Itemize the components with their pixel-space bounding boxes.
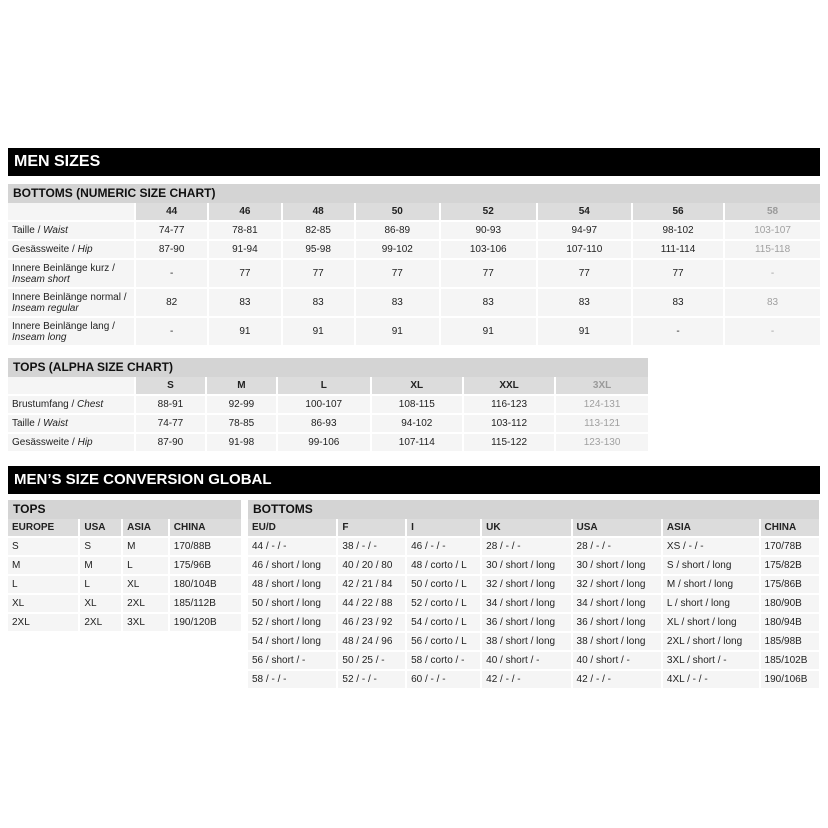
conversion-cell: 54 / short / long (248, 633, 336, 650)
conversion-cell: 52 / short / long (248, 614, 336, 631)
conversion-cell: 60 / - / - (407, 671, 480, 688)
conversion-cell: 180/104B (170, 576, 241, 593)
measurement-value: 116-123 (464, 396, 554, 413)
conversion-cell: 42 / - / - (573, 671, 661, 688)
conversion-cell: 38 / - / - (338, 538, 405, 555)
conversion-cell: 170/78B (761, 538, 819, 555)
conversion-cell: 175/86B (761, 576, 819, 593)
conversion-cell: 180/90B (761, 595, 819, 612)
measurement-value: 83 (356, 289, 439, 316)
measurement-value: 91 (538, 318, 631, 345)
column-header: EU/D (248, 519, 336, 536)
column-header: USA (573, 519, 661, 536)
header-row (248, 519, 819, 536)
conversion-cell: 46 / 23 / 92 (338, 614, 405, 631)
measurement-value: 90-93 (441, 222, 536, 239)
conversion-cell: 28 / - / - (573, 538, 661, 555)
measurement-label-en: Chest (77, 399, 104, 410)
measurement-value: 111-114 (633, 241, 723, 258)
measurement-value: 87-90 (136, 241, 207, 258)
measurement-label-en: Inseam long (12, 331, 67, 343)
measurement-value: 74-77 (136, 415, 205, 432)
men-sizes-title: MEN SIZES (8, 148, 820, 176)
conversion-cell: 48 / short / long (248, 576, 336, 593)
measurement-value: 115-122 (464, 434, 554, 451)
measurement-value: 98-102 (633, 222, 723, 239)
measurement-value: 107-114 (372, 434, 462, 451)
measurement-value: 103-112 (464, 415, 554, 432)
conversion-cell: 56 / short / - (248, 652, 336, 669)
conversion-cell: 34 / short / long (482, 595, 570, 612)
measurement-label (8, 241, 134, 258)
measurement-value: 103-107 (725, 222, 820, 239)
conversion-cell: 52 / - / - (338, 671, 405, 688)
conversion-cell: 46 / short / long (248, 557, 336, 574)
measurement-label-de: Taille / (12, 225, 44, 236)
conversion-row (8, 595, 241, 612)
measurement-label-de: Gesässweite / (12, 244, 78, 255)
conversion-cell: XL / short / long (663, 614, 759, 631)
conversion-cell: 175/82B (761, 557, 819, 574)
conversion-cell: 185/112B (170, 595, 241, 612)
measurement-value: 91 (283, 318, 354, 345)
measurement-value: 83 (283, 289, 354, 316)
conv-bottoms-table (246, 517, 821, 690)
measurement-value: 94-102 (372, 415, 462, 432)
column-header: F (338, 519, 405, 536)
conversion-cell: 54 / corto / L (407, 614, 480, 631)
measurement-label-de: Innere Beinlänge normal / (12, 291, 127, 303)
measurement-value: 77 (283, 260, 354, 287)
measurement-value: 100-107 (278, 396, 370, 413)
measurement-value: 78-81 (209, 222, 280, 239)
column-header: USA (80, 519, 121, 536)
measurement-label-en: Inseam regular (12, 302, 79, 314)
conversion-cell: 185/98B (761, 633, 819, 650)
measurement-label-en: Waist (43, 418, 68, 429)
conversion-cell: 56 / corto / L (407, 633, 480, 650)
measurement-row (8, 318, 820, 345)
measurement-label-en: Hip (77, 244, 93, 255)
bottoms-heading: BOTTOMS (NUMERIC SIZE CHART) (8, 184, 820, 203)
conversion-cell: 48 / 24 / 96 (338, 633, 405, 650)
measurement-value: 103-106 (441, 241, 536, 258)
header-blank-cell (8, 203, 134, 220)
measurement-row (8, 415, 648, 432)
measurement-label (8, 289, 134, 316)
conversion-cell: 42 / - / - (482, 671, 570, 688)
conversion-cell: S / short / long (663, 557, 759, 574)
conversion-cell: 50 / 25 / - (338, 652, 405, 669)
measurement-value: 92-99 (207, 396, 276, 413)
measurement-value: - (136, 260, 207, 287)
conversion-cell: 175/96B (170, 557, 241, 574)
measurement-value: 95-98 (283, 241, 354, 258)
measurement-value: 77 (441, 260, 536, 287)
conversion-title: MEN’S SIZE CONVERSION GLOBAL (8, 466, 820, 494)
measurement-label (8, 318, 134, 345)
measurement-value: 94-97 (538, 222, 631, 239)
conversion-cell: L (123, 557, 168, 574)
measurement-value: 115-118 (725, 241, 820, 258)
size-header-cell: 3XL (556, 377, 648, 394)
measurement-row (8, 241, 820, 258)
size-header-cell: 52 (441, 203, 536, 220)
conversion-cell: 3XL (123, 614, 168, 631)
conversion-cell: 50 / short / long (248, 595, 336, 612)
conversion-cell: 58 / - / - (248, 671, 336, 688)
measurement-row (8, 260, 820, 287)
conversion-cell: M / short / long (663, 576, 759, 593)
conversion-cell: 185/102B (761, 652, 819, 669)
conversion-cell: 36 / short / long (573, 614, 661, 631)
size-header-cell: XXL (464, 377, 554, 394)
conversion-row (248, 633, 819, 650)
conversion-cell: 30 / short / long (482, 557, 570, 574)
conversion-cell: 28 / - / - (482, 538, 570, 555)
conversion-cell: 42 / 21 / 84 (338, 576, 405, 593)
measurement-label (8, 222, 134, 239)
conversion-cell: 40 / short / - (482, 652, 570, 669)
measurement-value: 77 (356, 260, 439, 287)
header-row (8, 377, 648, 394)
measurement-label (8, 260, 134, 287)
conversion-cell: 32 / short / long (482, 576, 570, 593)
measurement-value: 78-85 (207, 415, 276, 432)
conversion-cell: 44 / 22 / 88 (338, 595, 405, 612)
conversion-cell: XS / - / - (663, 538, 759, 555)
measurement-label (8, 434, 134, 451)
column-header: CHINA (761, 519, 819, 536)
conversion-row (248, 538, 819, 555)
conversion-cell: L (80, 576, 121, 593)
measurement-value: 108-115 (372, 396, 462, 413)
measurement-label-en: Hip (77, 437, 93, 448)
conversion-cell: 40 / 20 / 80 (338, 557, 405, 574)
measurement-label-de: Taille / (12, 418, 44, 429)
measurement-value: - (725, 260, 820, 287)
measurement-label (8, 415, 134, 432)
conversion-cell: 38 / short / long (482, 633, 570, 650)
header-blank-cell (8, 377, 134, 394)
measurement-label (8, 396, 134, 413)
conversion-row (8, 576, 241, 593)
measurement-value: - (725, 318, 820, 345)
conversion-cell: 32 / short / long (573, 576, 661, 593)
conv-bottoms-heading: BOTTOMS (248, 500, 819, 519)
column-header: ASIA (663, 519, 759, 536)
measurement-value: 91 (209, 318, 280, 345)
measurement-value: 124-131 (556, 396, 648, 413)
conversion-cell: 46 / - / - (407, 538, 480, 555)
measurement-value: 83 (725, 289, 820, 316)
conversion-cell: 30 / short / long (573, 557, 661, 574)
measurement-row (8, 222, 820, 239)
conversion-cell: 38 / short / long (573, 633, 661, 650)
measurement-label-de: Brustumfang / (12, 399, 78, 410)
conversion-cell: 40 / short / - (573, 652, 661, 669)
conversion-cell: M (80, 557, 121, 574)
size-header-cell: 54 (538, 203, 631, 220)
measurement-value: 123-130 (556, 434, 648, 451)
conversion-cell: L / short / long (663, 595, 759, 612)
measurement-value: 107-110 (538, 241, 631, 258)
bottoms-size-table (6, 201, 822, 347)
size-header-cell: 50 (356, 203, 439, 220)
measurement-value: - (136, 318, 207, 345)
column-header: CHINA (170, 519, 241, 536)
conversion-cell: M (123, 538, 168, 555)
size-header-cell: 46 (209, 203, 280, 220)
header-row (8, 519, 241, 536)
conversion-cell: XL (80, 595, 121, 612)
conversion-cell: 190/106B (761, 671, 819, 688)
conversion-cell: 58 / corto / - (407, 652, 480, 669)
conversion-row (8, 614, 241, 631)
conversion-row (248, 576, 819, 593)
measurement-value: 91-94 (209, 241, 280, 258)
measurement-label-en: Inseam short (12, 273, 70, 285)
measurement-label-de: Innere Beinlänge lang / (12, 320, 115, 332)
size-header-cell: 58 (725, 203, 820, 220)
conversion-cell: 170/88B (170, 538, 241, 555)
measurement-value: 86-89 (356, 222, 439, 239)
measurement-row (8, 396, 648, 413)
conversion-cell: M (8, 557, 78, 574)
measurement-value: 82-85 (283, 222, 354, 239)
conversion-cell: 4XL / - / - (663, 671, 759, 688)
conversion-cell: 180/94B (761, 614, 819, 631)
measurement-value: 74-77 (136, 222, 207, 239)
column-header: I (407, 519, 480, 536)
conversion-row (248, 652, 819, 669)
measurement-label-de: Gesässweite / (12, 437, 78, 448)
size-header-cell: S (136, 377, 205, 394)
measurement-value: 87-90 (136, 434, 205, 451)
conversion-row (8, 557, 241, 574)
measurement-value: 88-91 (136, 396, 205, 413)
measurement-value: - (633, 318, 723, 345)
conversion-cell: 2XL / short / long (663, 633, 759, 650)
measurement-row (8, 289, 820, 316)
measurement-value: 99-102 (356, 241, 439, 258)
conversion-row (8, 538, 241, 555)
conversion-cell: 44 / - / - (248, 538, 336, 555)
conversion-cell: 2XL (8, 614, 78, 631)
conversion-cell: 52 / corto / L (407, 595, 480, 612)
measurement-value: 83 (209, 289, 280, 316)
tops-heading: TOPS (ALPHA SIZE CHART) (8, 358, 648, 377)
size-header-cell: M (207, 377, 276, 394)
measurement-value: 91 (356, 318, 439, 345)
measurement-value: 91 (441, 318, 536, 345)
measurement-value: 83 (633, 289, 723, 316)
measurement-value: 91-98 (207, 434, 276, 451)
measurement-value: 83 (441, 289, 536, 316)
conversion-cell: 48 / corto / L (407, 557, 480, 574)
conversion-cell: 36 / short / long (482, 614, 570, 631)
measurement-value: 77 (633, 260, 723, 287)
conv-tops-heading: TOPS (8, 500, 241, 519)
conversion-cell: 34 / short / long (573, 595, 661, 612)
measurement-value: 83 (538, 289, 631, 316)
conversion-row (248, 557, 819, 574)
measurement-value: 77 (209, 260, 280, 287)
measurement-row (8, 434, 648, 451)
measurement-value: 86-93 (278, 415, 370, 432)
column-header: ASIA (123, 519, 168, 536)
size-header-cell: 56 (633, 203, 723, 220)
size-header-cell: 48 (283, 203, 354, 220)
size-header-cell: XL (372, 377, 462, 394)
conversion-cell: L (8, 576, 78, 593)
measurement-label-de: Innere Beinlänge kurz / (12, 262, 115, 274)
header-row (8, 203, 820, 220)
conversion-cell: XL (123, 576, 168, 593)
conversion-row (248, 595, 819, 612)
measurement-value: 113-121 (556, 415, 648, 432)
conversion-cell: 2XL (80, 614, 121, 631)
conversion-cell: 50 / corto / L (407, 576, 480, 593)
conversion-cell: 2XL (123, 595, 168, 612)
size-header-cell: L (278, 377, 370, 394)
column-header: EUROPE (8, 519, 78, 536)
conversion-cell: 190/120B (170, 614, 241, 631)
measurement-value: 82 (136, 289, 207, 316)
measurement-value: 77 (538, 260, 631, 287)
measurement-label-en: Waist (43, 225, 68, 236)
tops-size-table (6, 375, 650, 453)
measurement-value: 99-106 (278, 434, 370, 451)
conversion-cell: XL (8, 595, 78, 612)
conv-tops-table (6, 517, 243, 633)
conversion-cell: S (80, 538, 121, 555)
size-header-cell: 44 (136, 203, 207, 220)
column-header: UK (482, 519, 570, 536)
conversion-row (248, 614, 819, 631)
conversion-row (248, 671, 819, 688)
conversion-cell: 3XL / short / - (663, 652, 759, 669)
conversion-cell: S (8, 538, 78, 555)
